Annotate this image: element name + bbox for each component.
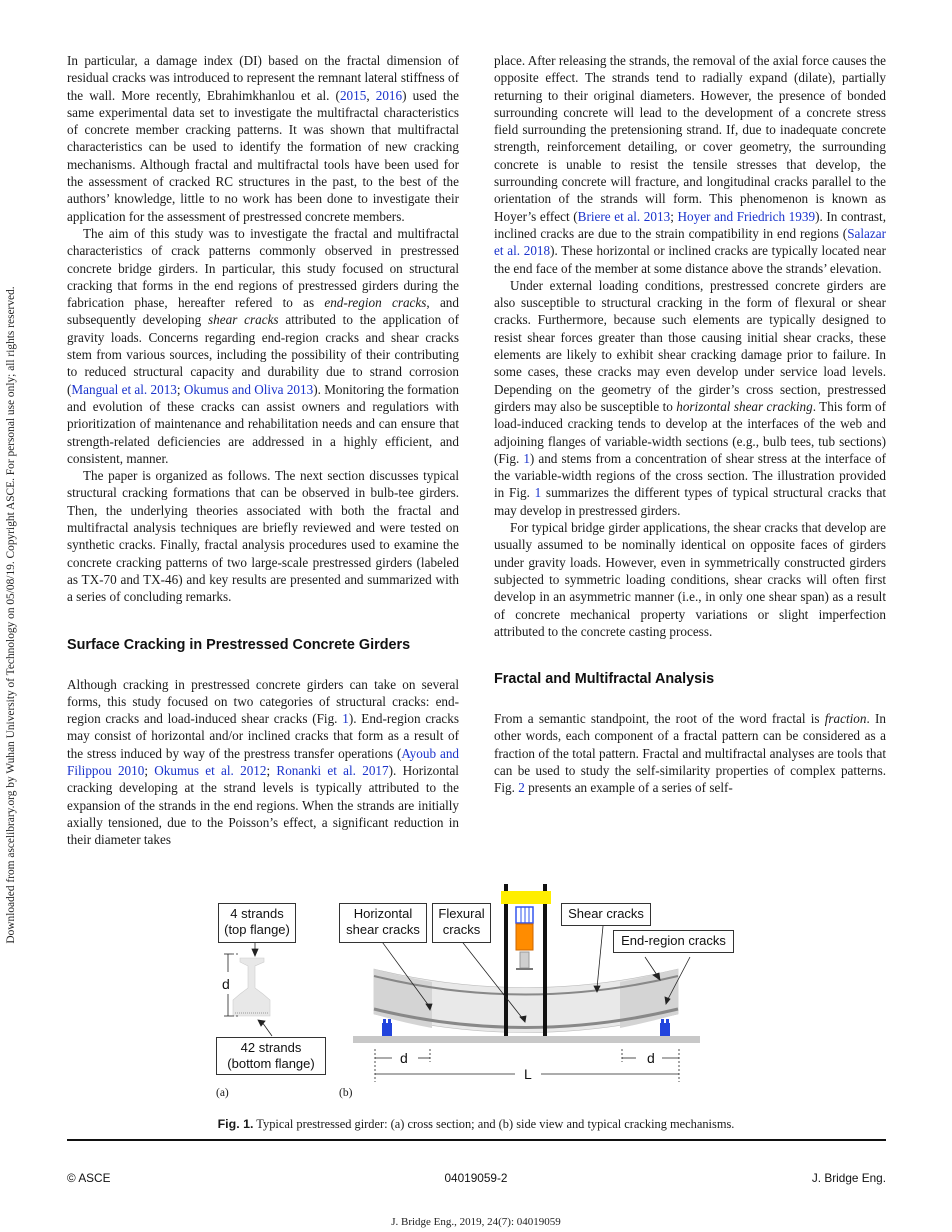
citation-link[interactable]: Mangual et al. 2013 bbox=[71, 381, 177, 397]
paragraph bbox=[494, 277, 886, 519]
floor bbox=[353, 1036, 700, 1043]
callout-horizontal-shear-cracks bbox=[339, 903, 427, 943]
right-column bbox=[494, 52, 886, 797]
left-column bbox=[67, 52, 459, 848]
text: presents an example of a series of self- bbox=[524, 780, 733, 796]
paragraph: For typical bridge girder applications, the shear cracks that develop are usually assumed to be nominally identical on opposite faces of girders under gravity loads. However, even in symmetrically constructed girders subjected to symmetric loading conditions, shear cracks will often first develop in an asymmetric manner (i.e., in only one shear span) as a result of concrete mechanical property variations or slight imperfection attributed to the concrete casting process. bbox=[494, 520, 886, 639]
callout-top-flange-strands bbox=[218, 903, 296, 943]
callout-end-region-cracks bbox=[613, 930, 734, 953]
callout-line: 42 strands bbox=[240, 1040, 302, 1055]
emphasis: shear cracks bbox=[208, 312, 279, 328]
text: summarizes the different types of typical structural cracks that may develop in prestressed girders. bbox=[494, 485, 886, 518]
text: ; bbox=[670, 208, 678, 224]
text: . In other words, each component of a fractal pattern can be considered as a fraction of the total pattern. Fractal and multifractal analyses are tools that can be used to study the self-similarity properties of complex patterns. Fig. bbox=[494, 711, 886, 796]
citation-link[interactable]: Ronanki et al. 2017 bbox=[276, 762, 389, 778]
text: ). End-region cracks may consist of horizontal and/or inclined cracks that form as a result of the stress induced by way of the prestress transfer operations ( bbox=[67, 711, 460, 761]
callout-line: (top flange) bbox=[224, 922, 290, 937]
text: attributed to the application of gravity loads. Concerns regarding end-region cracks and shear cracks stem from various sources, including the possibility of their contributing to reduced structural capacity and durability due to strand corrosion ( bbox=[67, 312, 459, 397]
citation-link[interactable]: Hoyer and Friedrich 1939 bbox=[677, 208, 816, 224]
download-notice bbox=[2, 255, 20, 975]
figure-link[interactable]: 1 bbox=[523, 450, 530, 466]
text: ). In contrast, inclined cracks are due to the strain compatibility in end regions ( bbox=[494, 208, 887, 241]
text: , and subsequently developing bbox=[67, 295, 459, 328]
emphasis: end-region cracks bbox=[324, 295, 427, 311]
text: Although cracking in prestressed concrete girders can take on several forms, this study focused on two categories of structural cracks: end-region cracks and load-induced shear cracks (Fig. bbox=[67, 676, 459, 727]
paragraph bbox=[494, 52, 886, 277]
callout-bottom-flange-strands bbox=[216, 1037, 326, 1075]
footer-copyright: © ASCE bbox=[67, 1171, 111, 1185]
caption-divider bbox=[67, 1139, 886, 1141]
text: ). Horizontal cracking developing at the strand levels is typically attributed to the expansion of the strands in the end regions. When the strands are initially axially tensioned, due to the Poisson’s effect, a significant reduction in their diameter takes bbox=[67, 762, 459, 848]
callout-line: shear cracks bbox=[346, 922, 420, 937]
text: place. After releasing the strands, the removal of the axial force causes the opposite effect. The strands tend to radially expand (dilate), partially returning to their original diameters. However, the presence of bonded surrounding concrete will lead to the development of a concrete stress field surrounding the pretensioning strand. If, due to inadequate concrete strength, reinforcement detailing, or cover geometry, the surrounding concrete is unable to resist the tensile stresses that develop, the surrounding concrete will fracture, and longitudinal cracks parallel to the orientation of the strands will form. This phenomenon is known as Hoyer’s effect ( bbox=[494, 53, 886, 224]
text: . This form of load-induced cracking tends to develop at the interfaces of the web and adjoining flanges of variable-width sections (e.g., bulb tees, tub sections) (Fig. bbox=[494, 398, 887, 466]
figure-link[interactable]: 1 bbox=[342, 711, 349, 727]
text: ; bbox=[176, 381, 184, 397]
callout-line: Horizontal bbox=[353, 906, 413, 921]
callout-line: End-region cracks bbox=[621, 933, 726, 948]
callout-line: 4 strands bbox=[230, 906, 284, 921]
section-heading: Surface Cracking in Prestressed Concrete Girders bbox=[67, 636, 411, 653]
span-length-label: L bbox=[524, 1066, 532, 1082]
section-heading: Fractal and Multifractal Analysis bbox=[494, 671, 715, 688]
depth-label: d bbox=[222, 976, 230, 992]
girder-cross-section bbox=[233, 958, 270, 1016]
emphasis: horizontal shear cracking bbox=[676, 398, 813, 414]
text: ; bbox=[266, 762, 277, 778]
text: From a semantic standpoint, the root of the word fractal is bbox=[494, 711, 825, 727]
footer-page-number: 04019059-2 bbox=[444, 1171, 508, 1185]
citation-line: J. Bridge Eng., 2019, 24(7): 04019059 bbox=[391, 1216, 561, 1228]
text: ). These horizontal or inclined cracks are typically located near the end face of the member at some distance above the strands’ elevation. bbox=[494, 243, 886, 276]
paragraph bbox=[67, 52, 459, 225]
callout-shear-cracks bbox=[561, 903, 651, 926]
callout-line: cracks bbox=[442, 922, 481, 937]
citation-link[interactable]: Salazar et al. 2018 bbox=[494, 225, 886, 259]
citation-link[interactable]: Okumus and Oliva 2013 bbox=[183, 381, 314, 397]
citation-link[interactable]: 2016 bbox=[375, 87, 403, 103]
text: In particular, a damage index (DI) based on the fractal dimension of residual cracks was introduced to represent the remnant lateral stiffness of the wall. More recently, Ebrahimkhanlou et al. ( bbox=[67, 53, 459, 103]
footer-journal: J. Bridge Eng. bbox=[811, 1171, 886, 1185]
text: Under external loading conditions, prestressed concrete girders are also susceptible to structural cracking in the form of flexural or shear cracks. Furthermore, because such elements are typically designed to resist shear forces greater than those causing initial shear cracks, these elements are likely to exhibit shear cracking damage prior to failure. In some cases, these cracks may even develop under service load levels. Depending on the geometry of the girder’s cross section, prestressed girders may also be susceptible to bbox=[494, 277, 886, 414]
callout-line: Flexural bbox=[438, 906, 485, 921]
citation-link[interactable]: Okumus et al. 2012 bbox=[154, 762, 267, 778]
figure-link[interactable]: 2 bbox=[518, 780, 525, 796]
paragraph bbox=[67, 225, 459, 467]
callout-line: Shear cracks bbox=[568, 906, 644, 921]
left-shear-span-label: d bbox=[400, 1050, 408, 1066]
paragraph bbox=[494, 710, 886, 796]
citation-link[interactable]: 2015 bbox=[339, 87, 367, 103]
callout-flexural-cracks bbox=[432, 903, 491, 943]
text: The aim of this study was to investigate the fractal and multifractal characteristics of crack patterns commonly observed in prestressed concrete bridge girders. In particular, this study focused on structural cracking that forms in the end regions of prestressed girders during the fabrication phase, hereafter refered to as bbox=[67, 225, 459, 311]
subfigure-b-label: (b) bbox=[339, 1087, 353, 1099]
figure-link[interactable]: 1 bbox=[534, 485, 542, 501]
subfigure-a-label: (a) bbox=[216, 1087, 229, 1099]
callout-line: (bottom flange) bbox=[227, 1056, 315, 1071]
paragraph: The paper is organized as follows. The next section discusses typical structural cracking formations that can be observed in bulb-tee girders. Then, the underlying theories associated with both the fractal and multifractal analysis techniques are briefly reviewed and were tested on synthetic cracks. Finally, fractal analysis procedures used to examine the concrete cracking patterns of two large-scale prestressed girders (labeled as TX-70 and TX-46) and key results are presented and summarized with a series of concluding remarks. bbox=[67, 468, 459, 605]
left-support bbox=[382, 1019, 392, 1036]
girder-side-view bbox=[374, 969, 678, 1033]
citation-link[interactable]: Ayoub and Filippou 2010 bbox=[67, 745, 460, 778]
figure-number: Fig. 1. bbox=[217, 1117, 254, 1131]
text: ) used the same experimental data set to investigate the multifractal characteristics of concrete member cracking patterns. It was shown that multifractal characteristics can be used to identify the formation of new cracking mechanisms. Although fractal and multifractal tools have been used for the assessment of cracked RC structures in the past, to the best of the authors’ knowledge, little to no work has been done to investigate their application for the assessment of prestressed concrete members. bbox=[67, 87, 459, 224]
caption-text: Typical prestressed girder: (a) cross section; and (b) side view and typical cracking mechanisms. bbox=[256, 1117, 735, 1131]
text: ; bbox=[144, 762, 155, 778]
text: ). Monitoring the formation and evolution of these cracks can assist owners and regulatiors with prioritization of maintenance and rehabilitation needs and can ensure that strength-related deficiencies are addressed in a highly efficient, and consistent, manner. bbox=[67, 381, 459, 466]
right-support bbox=[660, 1019, 670, 1036]
text: ) and stems from a concentration of shear stress at the interface of the variable-width regions of the cross section. The illustration provided in Fig. bbox=[494, 450, 886, 501]
paragraph bbox=[67, 676, 459, 849]
right-shear-span-label: d bbox=[647, 1050, 655, 1066]
download-notice-text: Downloaded from ascelibrary.org by Wuhan University of Technology on 05/08/19. Copyright ASCE. For personal use only; all rights reserved. bbox=[5, 286, 17, 944]
text: , bbox=[366, 87, 376, 103]
emphasis: fraction bbox=[824, 711, 867, 727]
figure-caption bbox=[0, 1117, 952, 1132]
citation-link[interactable]: Briere et al. 2013 bbox=[577, 208, 671, 224]
figure-1 bbox=[200, 876, 726, 1106]
